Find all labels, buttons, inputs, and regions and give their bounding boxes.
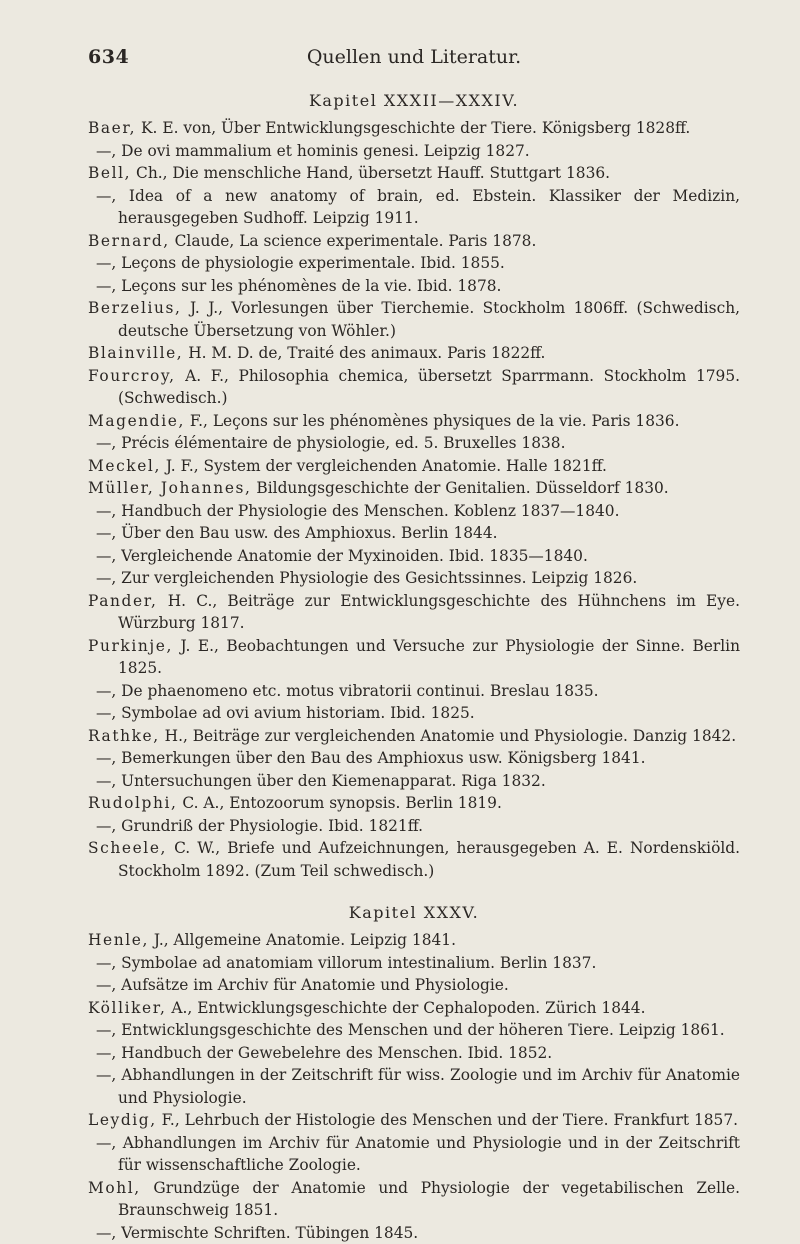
bibliography-entry: [88, 342, 740, 365]
entry-text: —, De phaenomeno etc. motus vibratorii continui. Breslau 1835.: [96, 682, 599, 700]
bibliography-entry: [88, 1109, 740, 1132]
bibliography-entry: [88, 590, 740, 635]
entry-author: Fourcroy,: [88, 367, 176, 385]
entry-text: J. F., System der vergleichenden Anatomie. Halle 1821ff.: [161, 457, 607, 475]
entry-text: —, Précis élémentaire de physiologie, ed. 5. Bruxelles 1838.: [96, 434, 565, 452]
entry-text: H., Beiträge zur vergleichenden Anatomie und Physiologie. Danzig 1842.: [160, 727, 736, 745]
bibliography-entry: [88, 952, 740, 975]
bibliography-entry: [88, 792, 740, 815]
bibliography-entry: [88, 725, 740, 748]
entry-text: —, Entwicklungsgeschichte des Menschen und der höheren Tiere. Leipzig 1861.: [96, 1021, 725, 1039]
running-title: Quellen und Literatur.: [88, 42, 740, 72]
entry-text: —, Grundriß der Physiologie. Ibid. 1821ff.: [96, 817, 423, 835]
entry-text: —, Leçons de physiologie experimentale. Ibid. 1855.: [96, 254, 505, 272]
bibliography-entry: [88, 162, 740, 185]
entry-text: J., Allgemeine Anatomie. Leipzig 1841.: [149, 931, 456, 949]
entry-text: A. F., Philosophia chemica, übersetzt Sparrmann. Stockholm 1795. (Schwedisch.): [118, 367, 740, 408]
bibliography-entry: [88, 522, 740, 545]
entry-author: Kölliker,: [88, 999, 167, 1017]
entry-author: Purkinje,: [88, 637, 173, 655]
entry-author: Bernard,: [88, 232, 170, 250]
entry-text: H. C., Beiträge zur Entwicklungsgeschichte des Hühnchens im Eye. Würzburg 1817.: [118, 592, 740, 633]
entry-text: —, Bemerkungen über den Bau des Amphioxus usw. Königsberg 1841.: [96, 749, 646, 767]
entry-text: Bildungsgeschichte der Genitalien. Düsseldorf 1830.: [252, 479, 669, 497]
entry-text: F., Lehrbuch der Histologie des Menschen und der Tiere. Frankfurt 1857.: [157, 1111, 738, 1129]
bibliography-entry: [88, 252, 740, 275]
entry-text: J. E., Beobachtungen und Versuche zur Physiologie der Sinne. Berlin 1825.: [118, 637, 740, 678]
entry-text: —, Untersuchungen über den Kiemenapparat. Riga 1832.: [96, 772, 546, 790]
bibliography-entry: [88, 680, 740, 703]
entry-text: —, Vergleichende Anatomie der Myxinoiden. Ibid. 1835—1840.: [96, 547, 588, 565]
bibliography-entry: [88, 635, 740, 680]
entry-text: —, Symbolae ad ovi avium historiam. Ibid. 1825.: [96, 704, 475, 722]
bibliography-entry: [88, 1222, 740, 1244]
entry-text: —, Symbolae ad anatomiam villorum intestinalium. Berlin 1837.: [96, 954, 596, 972]
bibliography-entry: [88, 455, 740, 478]
entry-author: Henle,: [88, 931, 149, 949]
entry-text: —, Idea of a new anatomy of brain, ed. Ebstein. Klassiker der Medizin, herausgegeben Sudhoff. Leipzig 1911.: [96, 187, 740, 228]
entry-text: A., Entwicklungsgeschichte der Cephalopoden. Zürich 1844.: [167, 999, 646, 1017]
entry-author: Bell,: [88, 164, 131, 182]
entry-text: C. A., Entozoorum synopsis. Berlin 1819.: [178, 794, 502, 812]
entry-text: —, Leçons sur les phénomènes de la vie. Ibid. 1878.: [96, 277, 501, 295]
entry-text: —, Über den Bau usw. des Amphioxus. Berlin 1844.: [96, 524, 498, 542]
entry-author: Meckel,: [88, 457, 161, 475]
entry-text: F., Leçons sur les phénomènes physiques de la vie. Paris 1836.: [185, 412, 679, 430]
entry-text: J. J., Vorlesungen über Tierchemie. Stockholm 1806ff. (Schwedisch, deutsche Übersetzung von Wöhler.): [118, 299, 740, 340]
entry-author: Scheele,: [88, 839, 167, 857]
bibliography-entry: [88, 230, 740, 253]
bibliography-entry: [88, 770, 740, 793]
bibliography-entry: [88, 140, 740, 163]
entry-author: Baer,: [88, 119, 136, 137]
entry-text: —, Handbuch der Physiologie des Menschen. Koblenz 1837—1840.: [96, 502, 619, 520]
page-number: 634: [88, 42, 129, 72]
chapter-heading: Kapitel XXXII—XXXIV.: [88, 90, 740, 112]
entry-text: —, Abhandlungen im Archiv für Anatomie und Physiologie und in der Zeitschrift für wissenschaftliche Zoologie.: [96, 1134, 740, 1175]
entry-author: Leydig,: [88, 1111, 157, 1129]
entry-author: Magendie,: [88, 412, 185, 430]
entry-author: Berzelius,: [88, 299, 182, 317]
bibliography-entry: [88, 117, 740, 140]
entry-text: C. W., Briefe und Aufzeichnungen, herausgegeben A. E. Nordenskiöld. Stockholm 1892. (Zum Teil schwedisch.): [118, 839, 740, 880]
entry-author: Rathke,: [88, 727, 160, 745]
entry-text: Grundzüge der Anatomie und Physiologie der vegetabilischen Zelle. Braunschweig 1851.: [118, 1179, 740, 1220]
bibliography-entry: [88, 477, 740, 500]
bibliography-entry: [88, 1177, 740, 1222]
bibliography-entry: [88, 837, 740, 882]
entry-text: —, Vermischte Schriften. Tübingen 1845.: [96, 1224, 418, 1242]
entry-text: —, Handbuch der Gewebelehre des Menschen. Ibid. 1852.: [96, 1044, 552, 1062]
entry-text: Ch., Die menschliche Hand, übersetzt Hauff. Stuttgart 1836.: [131, 164, 610, 182]
bibliography-entry: [88, 365, 740, 410]
bibliography-entry: [88, 297, 740, 342]
entry-text: —, Aufsätze im Archiv für Anatomie und Physiologie.: [96, 976, 509, 994]
bibliography-entry: [88, 500, 740, 523]
entry-text: K. E. von, Über Entwicklungsgeschichte der Tiere. Königsberg 1828ff.: [136, 119, 690, 137]
bibliography-entry: [88, 997, 740, 1020]
bibliography-entry: [88, 1042, 740, 1065]
bibliography-entry: [88, 702, 740, 725]
bibliography-entry: [88, 974, 740, 997]
entry-text: Claude, La science experimentale. Paris 1878.: [170, 232, 537, 250]
bibliography-entry: [88, 1064, 740, 1109]
bibliography-entry: [88, 1019, 740, 1042]
bibliography-entry: [88, 815, 740, 838]
entry-author: Pander,: [88, 592, 157, 610]
bibliography-entry: [88, 567, 740, 590]
bibliography-entry: [88, 185, 740, 230]
entry-text: H. M. D. de, Traité des animaux. Paris 1822ff.: [183, 344, 545, 362]
bibliography-entry: [88, 432, 740, 455]
page-header: [88, 42, 740, 72]
bibliography-entry: [88, 275, 740, 298]
chapter-heading: Kapitel XXXV.: [88, 902, 740, 924]
entry-text: —, Zur vergleichenden Physiologie des Gesichtssinnes. Leipzig 1826.: [96, 569, 637, 587]
bibliography-entry: [88, 929, 740, 952]
bibliography-entry: [88, 747, 740, 770]
entry-text: —, Abhandlungen in der Zeitschrift für wiss. Zoologie und im Archiv für Anatomie und Physiologie.: [96, 1066, 740, 1107]
entry-author: Müller, Johannes,: [88, 479, 252, 497]
bibliography-entry: [88, 410, 740, 433]
entry-author: Mohl,: [88, 1179, 141, 1197]
bibliography-entry: [88, 545, 740, 568]
bibliography-entry: [88, 1132, 740, 1177]
entry-text: —, De ovi mammalium et hominis genesi. Leipzig 1827.: [96, 142, 530, 160]
bibliography: [88, 90, 740, 1244]
entry-author: Blainville,: [88, 344, 183, 362]
entry-author: Rudolphi,: [88, 794, 178, 812]
